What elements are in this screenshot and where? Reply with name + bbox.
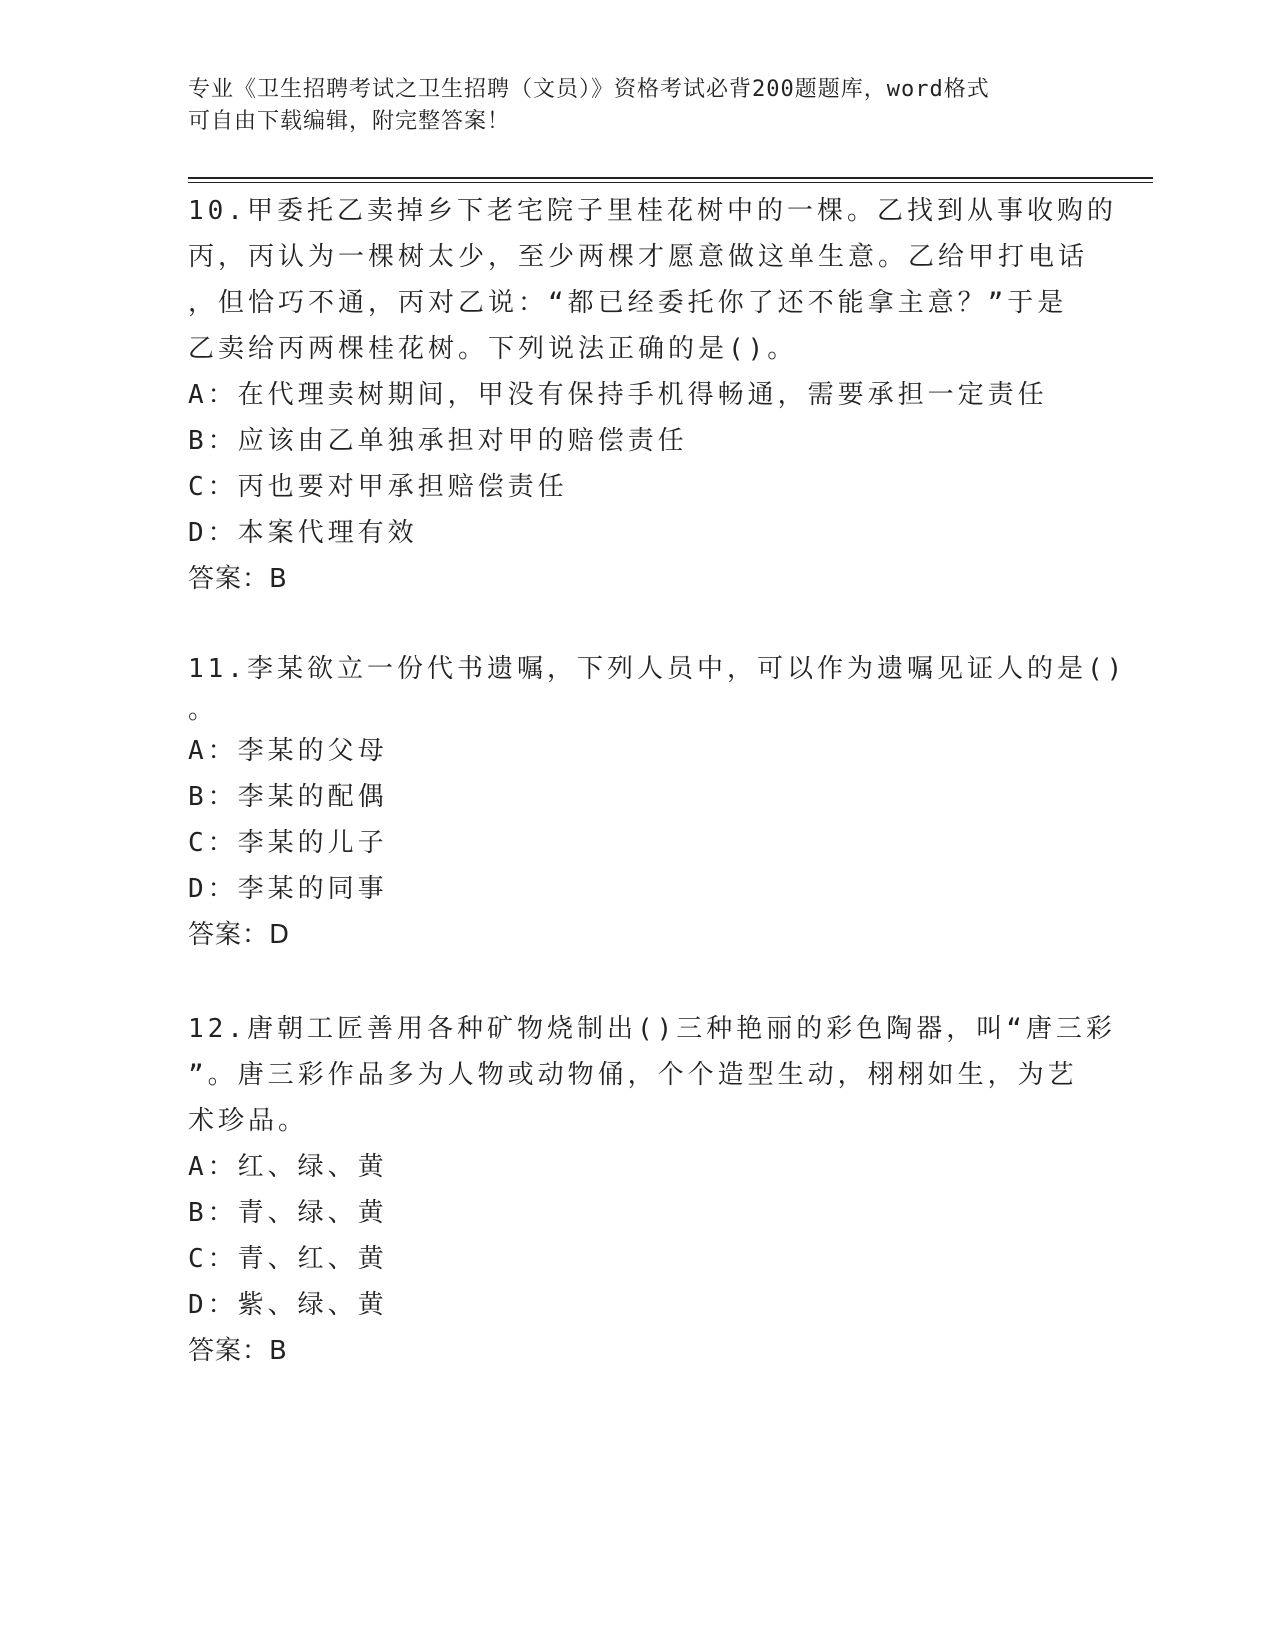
option-c: C：丙也要对甲承担赔偿责任 (188, 472, 568, 502)
option-b: B：李某的配偶 (188, 782, 388, 812)
document-header (188, 74, 1088, 138)
option-d: D：李某的同事 (188, 874, 388, 904)
question-text-line: 10.甲委托乙卖掉乡下老宅院子里桂花树中的一棵。乙找到从事收购的 (188, 196, 1117, 226)
header-line-1: 专业《卫生招聘考试之卫生招聘（文员）》资格考试必背200题题库，word格式 (188, 77, 990, 102)
answer: 答案：D (188, 920, 291, 950)
question-text-line: 12.唐朝工匠善用各种矿物烧制出()三种艳丽的彩色陶器，叫“唐三彩 (188, 1014, 1116, 1044)
header-divider-thick (188, 177, 1153, 179)
option-c: C：李某的儿子 (188, 828, 388, 858)
question-text-line: 11.李某欲立一份代书遗嘱，下列人员中，可以作为遗嘱见证人的是() (188, 654, 1127, 684)
option-a: A：李某的父母 (188, 736, 388, 766)
question-text-line: 。 (188, 695, 219, 725)
answer: 答案：B (188, 564, 288, 594)
question-10 (188, 188, 1117, 602)
question-text-line: 丙，丙认为一棵树太少，至少两棵才愿意做这单生意。乙给甲打电话 (188, 242, 1089, 272)
option-a: A：红、绿、黄 (188, 1152, 388, 1182)
question-text-line: 术珍品。 (188, 1106, 309, 1136)
question-text-line: ”。唐三彩作品多为人物或动物俑，个个造型生动，栩栩如生，为艺 (188, 1060, 1078, 1090)
header-divider-thin (188, 182, 1153, 183)
option-b: B：青、绿、黄 (188, 1198, 388, 1228)
question-12 (188, 1006, 1116, 1374)
option-d: D：本案代理有效 (188, 518, 418, 548)
header-line-2: 可自由下载编辑，附完整答案！ (188, 109, 511, 134)
option-a: A：在代理卖树期间，甲没有保持手机得畅通，需要承担一定责任 (188, 380, 1048, 410)
option-d: D：紫、绿、黄 (188, 1290, 388, 1320)
question-11 (188, 646, 1127, 958)
option-c: C：青、红、黄 (188, 1244, 388, 1274)
question-text-line: 乙卖给丙两棵桂花树。下列说法正确的是()。 (188, 334, 798, 364)
question-text-line: ，但恰巧不通，丙对乙说：“都已经委托你了还不能拿主意？”于是 (188, 288, 1068, 318)
answer: 答案：B (188, 1336, 288, 1366)
option-b: B：应该由乙单独承担对甲的赔偿责任 (188, 426, 688, 456)
